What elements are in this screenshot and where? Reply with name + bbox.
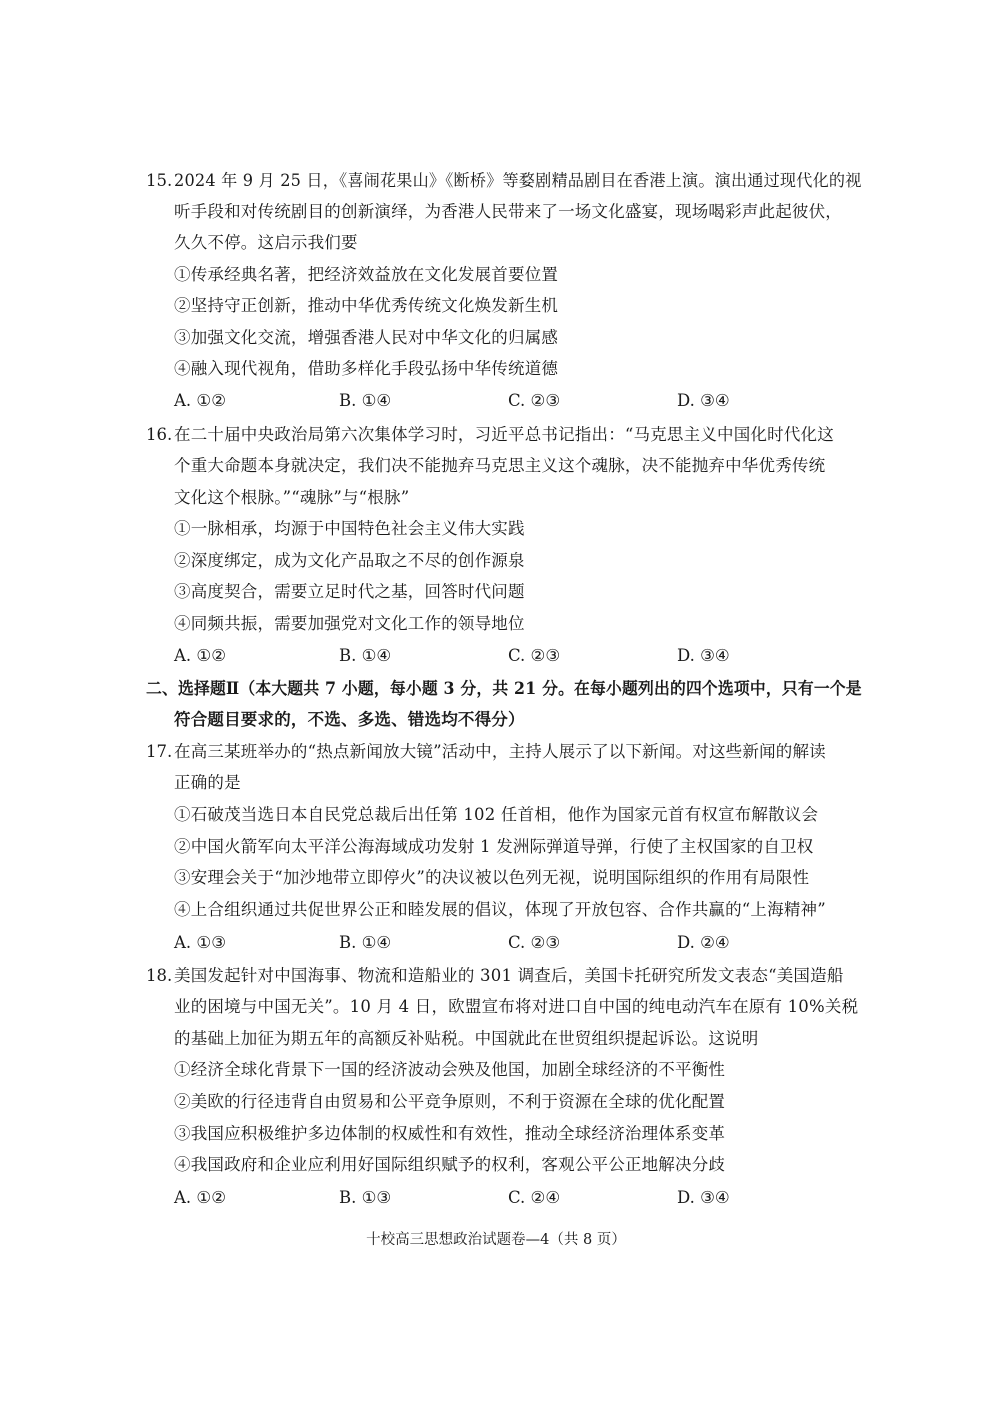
- question-stem-line: 业的困境与中国无关”。10 月 4 日，欧盟宣布将对进口自中国的纯电动汽车在原有 10%关税: [174, 997, 859, 1016]
- statement: ①传承经典名著，把经济效益放在文化发展首要位置: [174, 265, 559, 284]
- answer-option-d: D. ②④: [677, 933, 730, 952]
- page-footer: 十校高三思想政治试题卷—4（共 8 页）: [366, 1232, 626, 1248]
- answer-option-b: B. ①④: [339, 391, 392, 410]
- statement: ③我国应积极维护多边体制的权威性和有效性，推动全球经济治理体系变革: [174, 1124, 726, 1143]
- answer-option-d: D. ③④: [677, 1188, 730, 1207]
- question-stem-line: 在高三某班举办的“热点新闻放大镜”活动中，主持人展示了以下新闻。对这些新闻的解读: [174, 742, 826, 761]
- section-heading-line: 符合题目要求的，不选、多选、错选均不得分）: [174, 710, 525, 729]
- answer-option-a: A. ①③: [174, 933, 226, 952]
- statement: ②美欧的行径违背自由贸易和公平竞争原则，不利于资源在全球的优化配置: [174, 1092, 726, 1111]
- statement: ①一脉相承，均源于中国特色社会主义伟大实践: [174, 519, 525, 538]
- question-stem-line: 在二十届中央政治局第六次集体学习时，习近平总书记指出：“马克思主义中国化时代化这: [174, 425, 834, 444]
- statement: ③加强文化交流，增强香港人民对中华文化的归属感: [174, 328, 559, 347]
- question-number: 17.: [146, 742, 173, 761]
- statement: ①石破茂当选日本自民党总裁后出任第 102 任首相，他作为国家元首有权宣布解散议会: [174, 805, 819, 824]
- statement: ③安理会关于“加沙地带立即停火”的决议被以色列无视，说明国际组织的作用有局限性: [174, 868, 810, 887]
- question-stem-line: 2024 年 9 月 25 日，《喜闹花果山》《断桥》等婺剧精品剧目在香港上演。演出通过现代化的视: [174, 171, 862, 190]
- answer-option-c: C. ②③: [508, 391, 561, 410]
- answer-option-d: D. ③④: [677, 646, 730, 665]
- question-stem-line: 美国发起针对中国海事、物流和造船业的 301 调查后，美国卡托研究所发文表态“美国造船: [174, 966, 844, 985]
- answer-option-d: D. ③④: [677, 391, 730, 410]
- question-number: 16.: [146, 425, 173, 444]
- question-stem-line: 个重大命题本身就决定，我们决不能抛弃马克思主义这个魂脉，决不能抛弃中华优秀传统: [174, 456, 826, 475]
- statement: ②中国火箭军向太平洋公海海域成功发射 1 发洲际弹道导弹，行使了主权国家的自卫权: [174, 837, 814, 856]
- question-number: 18.: [146, 966, 173, 985]
- question-number: 15.: [146, 171, 173, 190]
- answer-option-b: B. ①④: [339, 933, 392, 952]
- section-heading-line: 二、选择题Ⅱ（本大题共 7 小题，每小题 3 分，共 21 分。在每小题列出的四个选项中，只有一个是: [146, 679, 862, 698]
- question-stem-line: 的基础上加征为期五年的高额反补贴税。中国就此在世贸组织提起诉讼。这说明: [174, 1029, 759, 1048]
- statement: ③高度契合，需要立足时代之基，回答时代问题: [174, 582, 525, 601]
- statement: ④同频共振，需要加强党对文化工作的领导地位: [174, 614, 525, 633]
- answer-option-b: B. ①④: [339, 646, 392, 665]
- answer-option-a: A. ①②: [174, 646, 226, 665]
- statement: ④融入现代视角，借助多样化手段弘扬中华传统道德: [174, 359, 559, 378]
- question-stem-line: 久久不停。这启示我们要: [174, 233, 358, 252]
- answer-option-a: A. ①②: [174, 391, 226, 410]
- statement: ①经济全球化背景下一国的经济波动会殃及他国，加剧全球经济的不平衡性: [174, 1060, 726, 1079]
- answer-option-c: C. ②④: [508, 1188, 561, 1207]
- statement: ②深度绑定，成为文化产品取之不尽的创作源泉: [174, 551, 525, 570]
- answer-option-a: A. ①②: [174, 1188, 226, 1207]
- question-stem-line: 正确的是: [174, 773, 241, 792]
- answer-option-c: C. ②③: [508, 933, 561, 952]
- statement: ②坚持守正创新，推动中华优秀传统文化焕发新生机: [174, 296, 559, 315]
- question-stem-line: 文化这个根脉。”“魂脉”与“根脉”: [174, 488, 410, 507]
- statement: ④上合组织通过共促世界公正和睦发展的倡议，体现了开放包容、合作共赢的“上海精神”: [174, 900, 826, 919]
- answer-option-b: B. ①③: [339, 1188, 392, 1207]
- statement: ④我国政府和企业应利用好国际组织赋予的权利，客观公平公正地解决分歧: [174, 1155, 726, 1174]
- answer-option-c: C. ②③: [508, 646, 561, 665]
- question-stem-line: 听手段和对传统剧目的创新演绎，为香港人民带来了一场文化盛宴，现场喝彩声此起彼伏，: [174, 202, 842, 221]
